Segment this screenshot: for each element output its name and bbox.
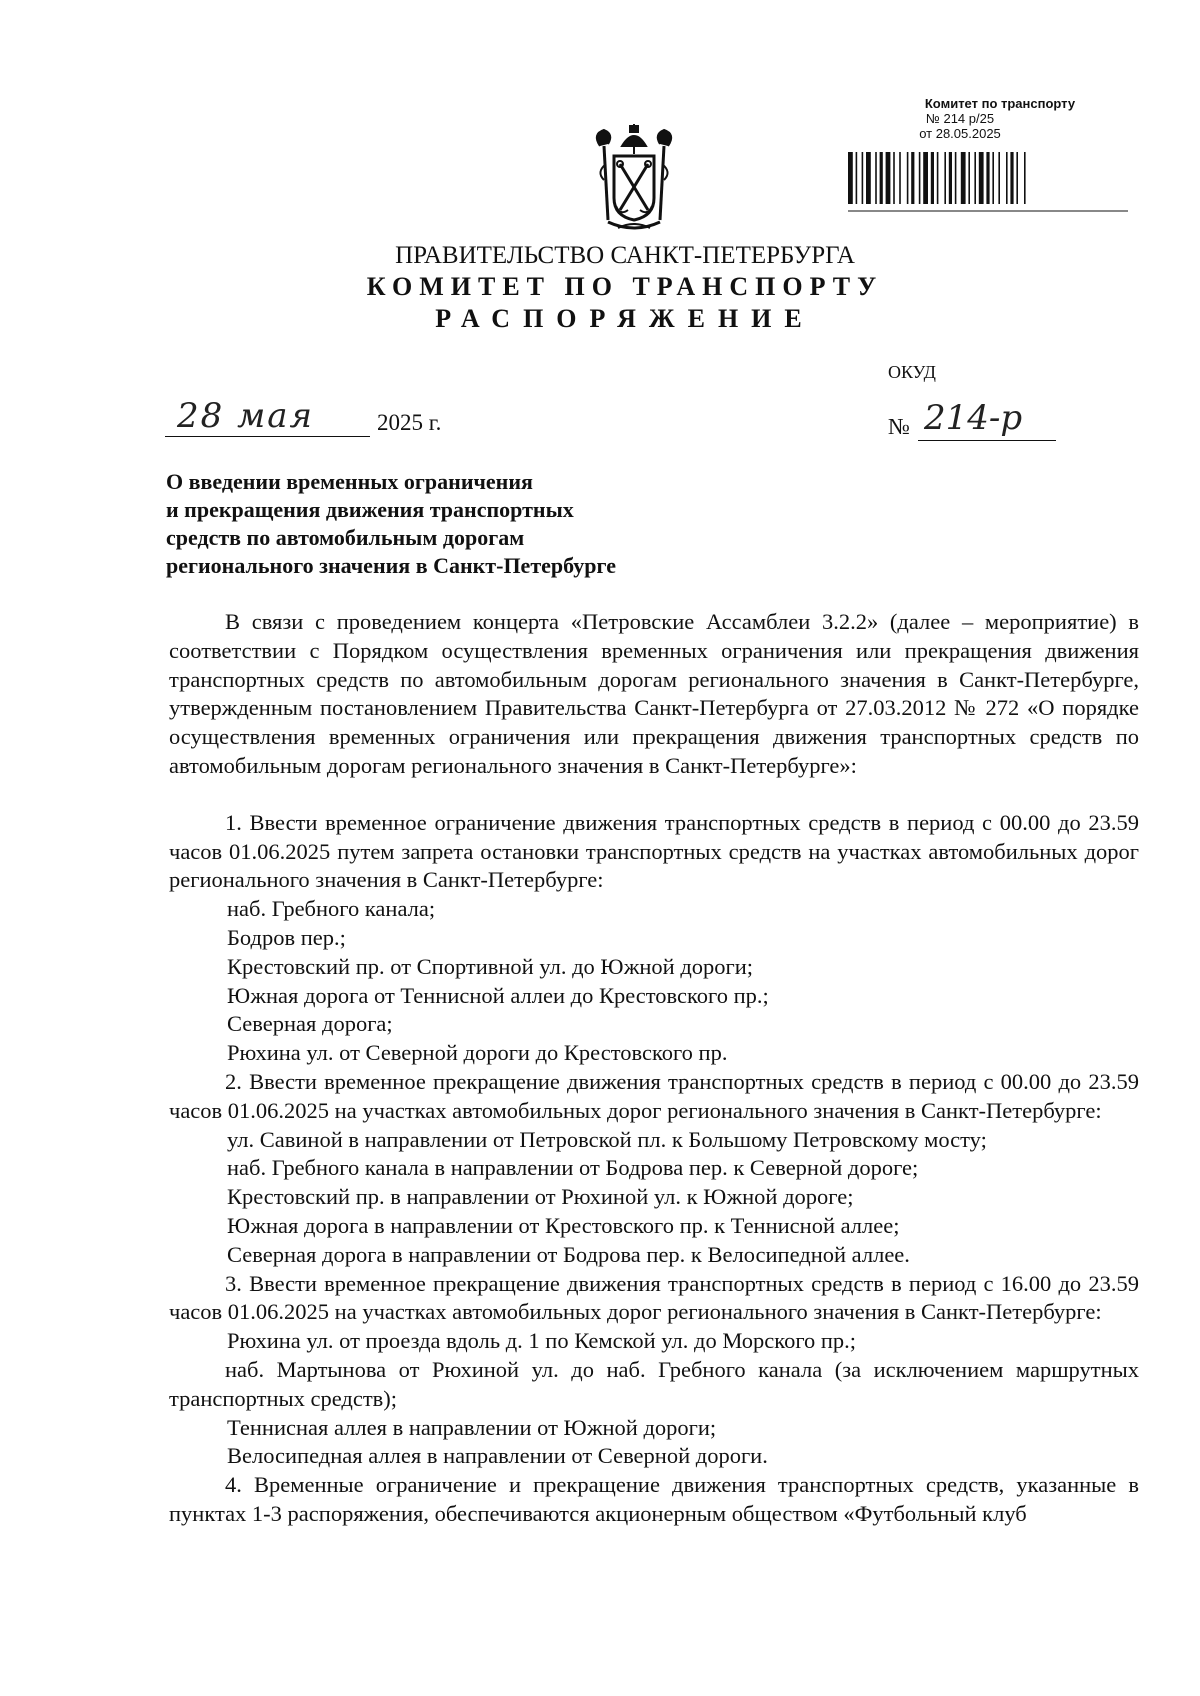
stamp-organization: Комитет по транспорту	[924, 96, 1076, 111]
list-item: Рюхина ул. от Северной дороги до Крестовского пр.	[227, 1040, 728, 1066]
clause-1: 1. Ввести временное ограничение движения транспортных средств в период с 00.00 до 23.59 часов 01.06.2025 путем запрета остановки транспортных средств на участках автомобильных дорог регионального значения в Санкт-Петербурге:	[169, 809, 1139, 893]
paragraph-gap	[169, 781, 1139, 809]
coat-of-arms-icon	[584, 124, 684, 236]
registration-stamp	[840, 96, 1140, 141]
subject-line: и прекращения движения транспортных	[166, 497, 574, 522]
list-item: Бодров пер.;	[227, 924, 346, 950]
number-sign: №	[888, 414, 910, 439]
stamp-number: № 214 р/25	[925, 111, 995, 126]
stamp-date: от 28.05.2025	[919, 126, 1001, 141]
list-item: Северная дорога в направлении от Бодрова пер. к Велосипедной аллее.	[227, 1241, 910, 1267]
document-type: РАСПОРЯЖЕНИЕ	[435, 304, 815, 333]
date-underline	[165, 436, 370, 437]
list-item: Велосипедная аллея в направлении от Северной дороги.	[227, 1443, 768, 1469]
barcode-icon	[848, 152, 1128, 212]
list-item: ул. Савиной в направлении от Петровской пл. к Большому Петровскому мосту;	[227, 1126, 987, 1152]
clause-2: 2. Ввести временное прекращение движения транспортных средств в период с 00.00 до 23.59 часов 01.06.2025 на участках автомобильных дорог регионального значения в Санкт-Петербурге:	[169, 1068, 1139, 1123]
date-year: 2025 г.	[377, 410, 442, 435]
list-item: Крестовский пр. от Спортивной ул. до Южной дороги;	[227, 953, 754, 979]
preamble-paragraph: В связи с проведением концерта «Петровские Ассамблеи 3.2.2» (далее – мероприятие) в соответствии с Порядком осуществления временных ограничения или прекращения движения транспортных средств по автомобильным дорогам регионального значения в Санкт-Петербурге, утвержденным постановлением Правительства Санкт-Петербурга от 27.03.2012 № 272 «О порядке осуществления временных ограничения или прекращения движения транспортных средств по автомобильным дорогам регионального значения в Санкт-Петербурге»:	[169, 609, 1139, 778]
document-number	[888, 400, 1058, 444]
document-header	[0, 242, 1200, 334]
handwritten-number: 214-р	[924, 398, 1023, 438]
list-item: Теннисная аллея в направлении от Южной дороги;	[227, 1414, 717, 1440]
document-date	[165, 396, 465, 440]
clause-4: 4. Временные ограничение и прекращение движения транспортных средств, указанные в пунктах 1-3 распоряжения, обеспечиваются акционерным обществом «Футбольный клуб	[169, 1472, 1139, 1526]
list-item-wrapped: наб. Мартынова от Рюхиной ул. до наб. Гребного канала (за исключением маршрутных транспортных средств);	[169, 1356, 1139, 1411]
list-item: Северная дорога;	[227, 1011, 393, 1037]
list-item: Южная дорога от Теннисной аллеи до Крестовского пр.;	[227, 982, 769, 1008]
okud-label: ОКУД	[888, 362, 936, 382]
handwritten-date: 28 мая	[177, 396, 315, 436]
list-item: Южная дорога в направлении от Крестовского пр. к Теннисной аллее;	[227, 1212, 900, 1238]
document-subject	[166, 468, 726, 580]
subject-line: регионального значения в Санкт-Петербурге	[166, 553, 616, 578]
list-item: наб. Гребного канала;	[227, 896, 436, 922]
subject-line: средств по автомобильным дорогам	[166, 525, 525, 550]
clause-3: 3. Ввести временное прекращение движения транспортных средств в период с 16.00 до 23.59 часов 01.06.2025 на участках автомобильных дорог регионального значения в Санкт-Петербурге:	[169, 1270, 1139, 1325]
subject-line: О введении временных ограничения	[166, 469, 533, 494]
list-item: Рюхина ул. от проезда вдоль д. 1 по Кемской ул. до Морского пр.;	[227, 1328, 857, 1354]
list-item: наб. Гребного канала в направлении от Бодрова пер. к Северной дороге;	[227, 1155, 919, 1181]
government-title: ПРАВИТЕЛЬСТВО САНКТ-ПЕТЕРБУРГА	[395, 242, 855, 269]
number-underline	[918, 440, 1056, 441]
document-body	[169, 608, 1139, 1529]
committee-title: КОМИТЕТ ПО ТРАНСПОРТУ	[366, 272, 884, 301]
list-item: Крестовский пр. в направлении от Рюхиной ул. к Южной дороге;	[227, 1184, 854, 1210]
